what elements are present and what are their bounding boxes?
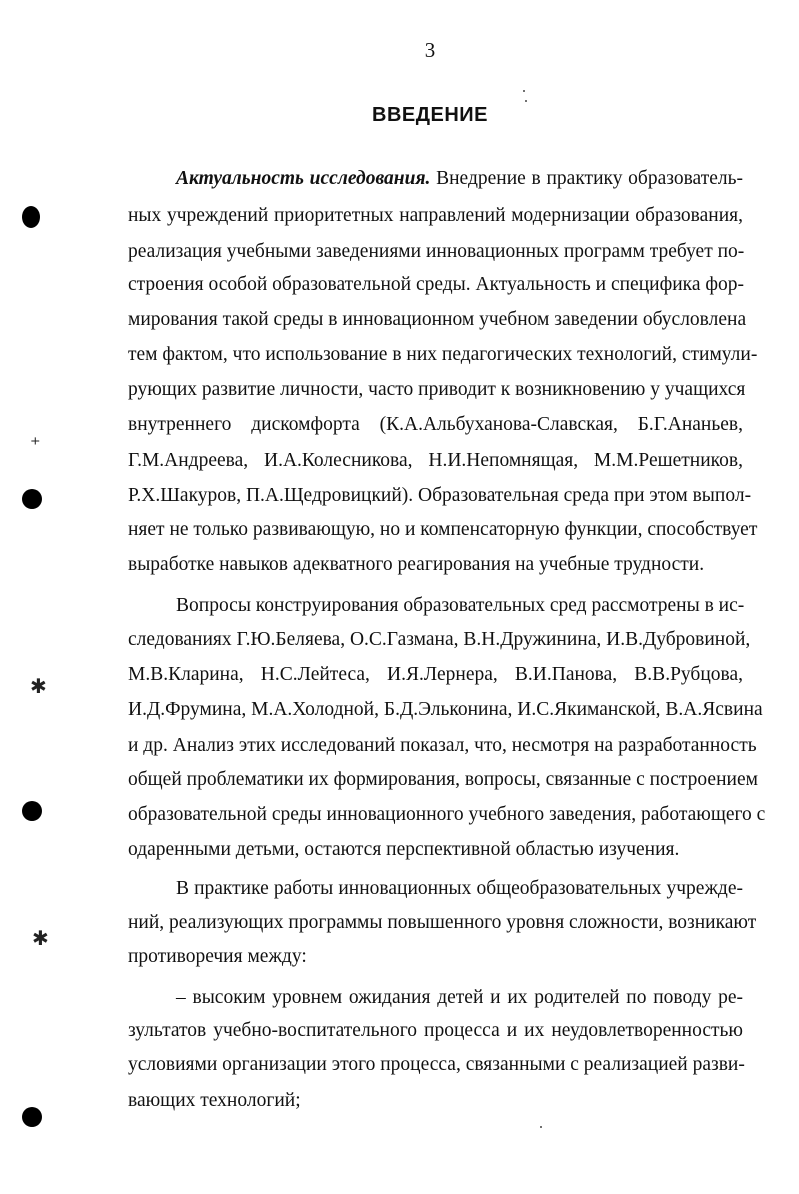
paragraph-line	[176, 167, 743, 191]
paragraph-line: и др. Анализ этих исследований показал, что, несмотря на разработанность	[128, 735, 757, 756]
paragraph-line: Р.Х.Шакуров, П.А.Щедровицкий). Образовательная среда при этом выпол-	[128, 485, 752, 506]
paragraph-line: противоречия между:	[128, 946, 307, 967]
paragraph-line: ных учреждений приоритетных направлений модернизации образования,	[128, 205, 743, 226]
line-text: Внедрение в практику образователь-	[430, 168, 743, 189]
paragraph-line: внутреннего дискомфорта (К.А.Альбуханова-Славская, Б.Г.Ананьев,	[128, 414, 743, 435]
paragraph-line: И.Д.Фрумина, М.А.Холодной, Б.Д.Эльконина, И.С.Якиманской, В.А.Ясвина	[128, 699, 763, 720]
paragraph-line: М.В.Кларина, Н.С.Лейтеса, И.Я.Лернера, В.И.Панова, В.В.Рубцова,	[128, 664, 743, 685]
page-number: 3	[424, 38, 436, 62]
paragraph-line: выработке навыков адекватного реагирования на учебные трудности.	[128, 554, 705, 575]
scan-speck	[540, 1126, 542, 1128]
paragraph-line: реализация учебными заведениями инновационных программ требует по-	[128, 241, 745, 262]
paragraph-line: тем фактом, что использование в них педагогических технологий, стимули-	[128, 344, 758, 365]
punch-hole	[22, 801, 42, 821]
page-heading: ВВЕДЕНИЕ	[372, 104, 488, 126]
paragraph-line: одаренными детьми, остаются перспективной областью изучения.	[128, 839, 680, 860]
paragraph-line: рующих развитие личности, часто приводит к возникновению у учащихся	[128, 379, 746, 400]
paragraph-line: Г.М.Андреева, И.А.Колесникова, Н.И.Непомнящая, М.М.Решетников,	[128, 450, 743, 471]
paragraph-line: – высоким уровнем ожидания детей и их родителей по поводу ре-	[176, 987, 743, 1008]
paragraph-line: строения особой образовательной среды. Актуальность и специфика фор-	[128, 274, 744, 295]
punch-hole	[22, 489, 42, 509]
punch-hole	[22, 206, 40, 228]
paragraph-line: В практике работы инновационных общеобразовательных учрежде-	[176, 878, 743, 899]
paragraph-line: вающих технологий;	[128, 1090, 301, 1111]
paragraph-line: Вопросы конструирования образовательных сред рассмотрены в ис-	[176, 595, 745, 616]
punch-hole	[22, 1107, 42, 1127]
margin-mark: ✱	[30, 674, 47, 698]
scan-speck	[525, 100, 527, 102]
paragraph-line: общей проблематики их формирования, вопросы, связанные с построением	[128, 769, 758, 790]
paragraph-line: мирования такой среды в инновационном учебном заведении обусловлена	[128, 309, 747, 330]
scan-speck	[523, 90, 525, 92]
margin-mark: ✱	[32, 926, 49, 950]
paragraph-line: ний, реализующих программы повышенного уровня сложности, возникают	[128, 912, 757, 933]
paragraph-line: няет не только развивающую, но и компенсаторную функции, способствует	[128, 519, 758, 540]
lead-phrase: Актуальность исследования.	[176, 168, 431, 189]
paragraph-line: образовательной среды инновационного учебного заведения, работающего с	[128, 804, 766, 825]
paragraph-line: зультатов учебно-воспитательного процесса и их неудовлетворенностью	[128, 1020, 743, 1041]
paragraph-line: следованиях Г.Ю.Беляева, О.С.Газмана, В.Н.Дружинина, И.В.Дубровиной,	[128, 629, 751, 650]
paragraph-line: условиями организации этого процесса, связанными с реализацией разви-	[128, 1054, 745, 1075]
margin-mark: ⁺	[30, 432, 41, 456]
